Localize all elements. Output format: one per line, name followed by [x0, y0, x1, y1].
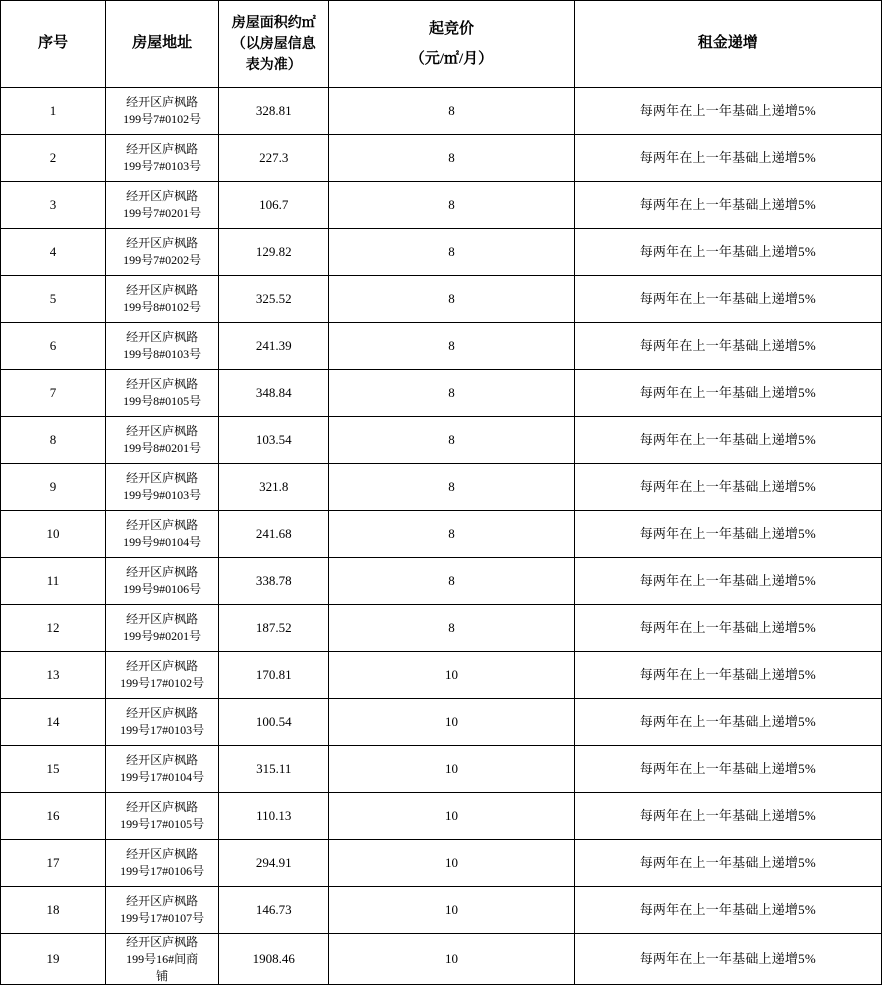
cell-index: 8 — [1, 417, 106, 464]
cell-address-line: 经开区庐枫路 — [126, 95, 199, 110]
cell-escalation: 每两年在上一年基础上递增5% — [574, 135, 881, 182]
cell-address — [106, 464, 219, 511]
cell-address-line: 199号8#0102号 — [123, 300, 202, 314]
table-row — [1, 746, 882, 793]
cell-address-line: 199号7#0201号 — [123, 206, 202, 220]
cell-address-line: 199号17#0106号 — [120, 864, 205, 878]
cell-index: 2 — [1, 135, 106, 182]
cell-address — [106, 652, 219, 699]
cell-address-line: 199号9#0106号 — [123, 582, 202, 596]
cell-index: 19 — [1, 934, 106, 985]
cell-area: 110.13 — [219, 793, 329, 840]
cell-address-line: 经开区庐枫路 — [126, 518, 199, 533]
cell-price: 8 — [329, 182, 574, 229]
table-row — [1, 840, 882, 887]
cell-address-line: 199号17#0103号 — [120, 723, 205, 737]
cell-index: 12 — [1, 605, 106, 652]
table-row — [1, 699, 882, 746]
cell-index: 16 — [1, 793, 106, 840]
cell-address-line: 199号16#间商 — [126, 951, 199, 966]
cell-area: 325.52 — [219, 276, 329, 323]
table-row — [1, 887, 882, 934]
table-row — [1, 276, 882, 323]
cell-address — [106, 511, 219, 558]
cell-address-line: 经开区庐枫路 — [126, 471, 199, 486]
cell-index: 17 — [1, 840, 106, 887]
cell-index: 7 — [1, 370, 106, 417]
header-row — [1, 1, 882, 88]
table-row — [1, 558, 882, 605]
cell-address-line: 经开区庐枫路 — [126, 659, 199, 674]
cell-address-line: 经开区庐枫路 — [126, 377, 199, 392]
table-row — [1, 417, 882, 464]
cell-address-line: 199号17#0102号 — [120, 676, 205, 690]
cell-price: 8 — [329, 229, 574, 276]
cell-escalation: 每两年在上一年基础上递增5% — [574, 370, 881, 417]
column-header-price-line-1: 起竞价 — [428, 21, 474, 37]
cell-address — [106, 417, 219, 464]
table-row — [1, 88, 882, 135]
cell-address-line: 199号7#0103号 — [123, 159, 202, 173]
cell-index: 10 — [1, 511, 106, 558]
cell-escalation: 每两年在上一年基础上递增5% — [574, 182, 881, 229]
cell-area: 321.8 — [219, 464, 329, 511]
cell-address-line: 199号7#0102号 — [123, 112, 202, 126]
table-row — [1, 323, 882, 370]
table-row — [1, 229, 882, 276]
cell-price: 8 — [329, 558, 574, 605]
cell-price: 8 — [329, 605, 574, 652]
table-row — [1, 135, 882, 182]
cell-address-line: 经开区庐枫路 — [126, 565, 199, 580]
column-header-price-line-2: （元/㎡/月） — [409, 51, 494, 67]
cell-area: 348.84 — [219, 370, 329, 417]
table-row — [1, 793, 882, 840]
cell-index: 4 — [1, 229, 106, 276]
cell-address-line: 199号8#0201号 — [123, 441, 202, 455]
cell-escalation: 每两年在上一年基础上递增5% — [574, 511, 881, 558]
cell-address-line: 经开区庐枫路 — [126, 236, 199, 251]
table-row — [1, 934, 882, 985]
cell-escalation: 每两年在上一年基础上递增5% — [574, 464, 881, 511]
cell-price: 10 — [329, 840, 574, 887]
cell-area: 315.11 — [219, 746, 329, 793]
cell-index: 1 — [1, 88, 106, 135]
cell-index: 14 — [1, 699, 106, 746]
cell-area: 170.81 — [219, 652, 329, 699]
table-row — [1, 652, 882, 699]
cell-address-line: 经开区庐枫路 — [126, 753, 199, 768]
table-row — [1, 605, 882, 652]
cell-index: 5 — [1, 276, 106, 323]
cell-address — [106, 370, 219, 417]
cell-area: 328.81 — [219, 88, 329, 135]
cell-address-line: 199号9#0201号 — [123, 629, 202, 643]
cell-address-line: 经开区庐枫路 — [126, 424, 199, 439]
cell-area: 241.39 — [219, 323, 329, 370]
cell-address — [106, 746, 219, 793]
cell-escalation: 每两年在上一年基础上递增5% — [574, 276, 881, 323]
cell-escalation: 每两年在上一年基础上递增5% — [574, 652, 881, 699]
cell-address-line: 199号8#0103号 — [123, 347, 202, 361]
cell-escalation: 每两年在上一年基础上递增5% — [574, 934, 881, 985]
cell-area: 103.54 — [219, 417, 329, 464]
cell-price: 8 — [329, 88, 574, 135]
cell-address — [106, 605, 219, 652]
cell-address-line: 经开区庐枫路 — [126, 189, 199, 204]
table-body — [1, 88, 882, 985]
column-header-area-line-1: 房屋面积约㎡ — [231, 15, 316, 31]
column-header-escalation: 租金递增 — [574, 1, 881, 88]
cell-address — [106, 934, 219, 985]
cell-area: 106.7 — [219, 182, 329, 229]
cell-address-line: 经开区庐枫路 — [126, 330, 199, 345]
cell-escalation: 每两年在上一年基础上递增5% — [574, 840, 881, 887]
cell-address-line: 199号8#0105号 — [123, 394, 202, 408]
cell-index: 3 — [1, 182, 106, 229]
cell-escalation: 每两年在上一年基础上递增5% — [574, 746, 881, 793]
cell-escalation: 每两年在上一年基础上递增5% — [574, 887, 881, 934]
cell-escalation: 每两年在上一年基础上递增5% — [574, 558, 881, 605]
cell-address — [106, 135, 219, 182]
column-header-price — [329, 1, 574, 88]
cell-address — [106, 276, 219, 323]
cell-price: 8 — [329, 417, 574, 464]
column-header-area-line-3: 表为准） — [245, 57, 302, 73]
cell-address-line: 经开区庐枫路 — [126, 935, 199, 949]
cell-address-line: 199号17#0105号 — [120, 817, 205, 831]
cell-index: 13 — [1, 652, 106, 699]
cell-escalation: 每两年在上一年基础上递增5% — [574, 699, 881, 746]
cell-price: 10 — [329, 746, 574, 793]
cell-area: 338.78 — [219, 558, 329, 605]
cell-address-line: 铺 — [156, 968, 169, 983]
cell-area: 294.91 — [219, 840, 329, 887]
cell-address-line: 199号9#0104号 — [123, 535, 202, 549]
cell-index: 11 — [1, 558, 106, 605]
cell-address-line: 经开区庐枫路 — [126, 800, 199, 815]
cell-area: 1908.46 — [219, 934, 329, 985]
cell-escalation: 每两年在上一年基础上递增5% — [574, 417, 881, 464]
cell-address-line: 经开区庐枫路 — [126, 142, 199, 157]
cell-address-line: 经开区庐枫路 — [126, 612, 199, 627]
cell-address-line: 经开区庐枫路 — [126, 847, 199, 862]
table-header — [1, 1, 882, 88]
cell-address — [106, 558, 219, 605]
cell-index: 18 — [1, 887, 106, 934]
table-row — [1, 464, 882, 511]
cell-address-line: 199号17#0107号 — [120, 911, 205, 925]
cell-escalation: 每两年在上一年基础上递增5% — [574, 323, 881, 370]
cell-escalation: 每两年在上一年基础上递增5% — [574, 793, 881, 840]
column-header-area — [219, 1, 329, 88]
cell-price: 10 — [329, 934, 574, 985]
cell-escalation: 每两年在上一年基础上递增5% — [574, 88, 881, 135]
cell-address-line: 199号7#0202号 — [123, 253, 202, 267]
cell-area: 100.54 — [219, 699, 329, 746]
table-row — [1, 370, 882, 417]
cell-address — [106, 887, 219, 934]
cell-area: 129.82 — [219, 229, 329, 276]
cell-price: 8 — [329, 511, 574, 558]
cell-address-line: 经开区庐枫路 — [126, 706, 199, 721]
column-header-index: 序号 — [1, 1, 106, 88]
cell-price: 10 — [329, 652, 574, 699]
cell-area: 241.68 — [219, 511, 329, 558]
cell-address — [106, 323, 219, 370]
cell-price: 8 — [329, 464, 574, 511]
cell-address — [106, 793, 219, 840]
table-row — [1, 511, 882, 558]
cell-price: 8 — [329, 323, 574, 370]
cell-price: 8 — [329, 370, 574, 417]
cell-address — [106, 88, 219, 135]
cell-index: 6 — [1, 323, 106, 370]
cell-area: 187.52 — [219, 605, 329, 652]
cell-index: 9 — [1, 464, 106, 511]
column-header-address: 房屋地址 — [106, 1, 219, 88]
cell-escalation: 每两年在上一年基础上递增5% — [574, 229, 881, 276]
cell-price: 8 — [329, 276, 574, 323]
cell-address-line: 经开区庐枫路 — [126, 283, 199, 298]
cell-address — [106, 229, 219, 276]
cell-address — [106, 182, 219, 229]
cell-area: 146.73 — [219, 887, 329, 934]
cell-escalation: 每两年在上一年基础上递增5% — [574, 605, 881, 652]
cell-address-line: 经开区庐枫路 — [126, 894, 199, 909]
cell-index: 15 — [1, 746, 106, 793]
cell-price: 8 — [329, 135, 574, 182]
cell-price: 10 — [329, 887, 574, 934]
cell-address-line: 199号17#0104号 — [120, 770, 205, 784]
cell-address — [106, 699, 219, 746]
cell-price: 10 — [329, 793, 574, 840]
cell-address-line: 199号9#0103号 — [123, 488, 202, 502]
column-header-area-line-2: （以房屋信息 — [231, 36, 316, 52]
cell-price: 10 — [329, 699, 574, 746]
table-row — [1, 182, 882, 229]
cell-address — [106, 840, 219, 887]
cell-area: 227.3 — [219, 135, 329, 182]
